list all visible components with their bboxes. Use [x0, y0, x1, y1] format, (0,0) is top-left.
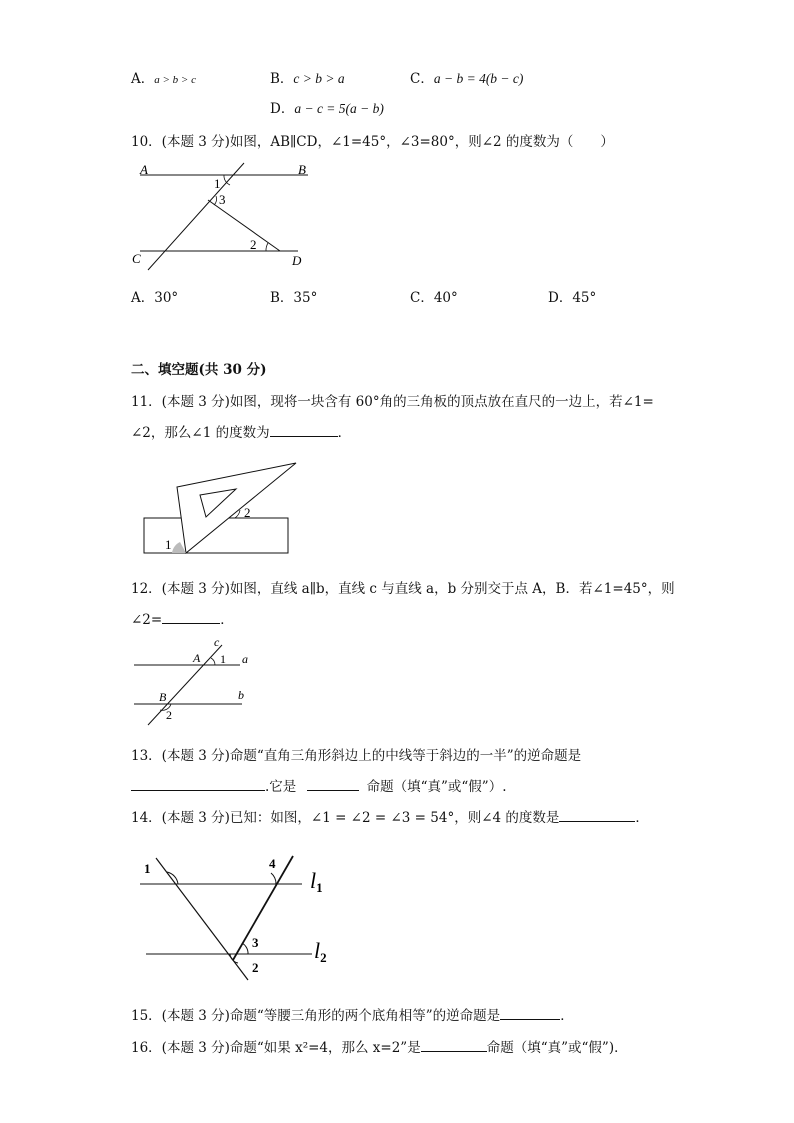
q11-line2: [131, 421, 351, 441]
q10-figure: [130, 160, 320, 270]
q11-text: ∠2，那么∠1 的度数为: [131, 425, 270, 441]
angle-3-label: 3: [219, 192, 226, 207]
q14-end: ．: [635, 810, 649, 826]
label-a: a: [242, 652, 248, 666]
q13-line1: 13．(本题 3 分)命题“直角三角形斜边上的中线等于斜边的一半”的逆命题是: [131, 748, 582, 764]
angle-1-label: 1: [214, 176, 221, 191]
q15-end: ．: [560, 1008, 574, 1024]
option-label: D．: [270, 101, 295, 117]
label-A: A: [140, 162, 148, 177]
angle-1-label: 1: [165, 537, 172, 552]
answer-blank: [162, 609, 220, 624]
angle-2-label: 2: [250, 237, 257, 252]
q14-stem: [131, 806, 649, 826]
angle-2-label: 2: [252, 960, 259, 975]
q13-mid: .它是: [265, 779, 297, 795]
q9-option-a: [131, 67, 196, 87]
q11-figure: [140, 460, 300, 556]
label-b: b: [238, 688, 244, 702]
label-point-A: A: [193, 651, 201, 665]
q9-option-d: [270, 97, 384, 117]
q16-stem: [131, 1036, 628, 1056]
q12-end: ．: [220, 612, 234, 628]
q15-stem: [131, 1004, 574, 1024]
option-text: a − c = 5(a − b): [294, 101, 384, 116]
option-label: B．: [270, 71, 294, 87]
option-label: C．: [410, 71, 434, 87]
option-text: a − b = 4(b − c): [433, 71, 524, 86]
q10-option-b: B．35°: [270, 290, 318, 306]
q9-option-b: [270, 67, 345, 87]
answer-blank: [421, 1037, 487, 1052]
q11-end: ．: [337, 425, 352, 441]
q14-text: 14．(本题 3 分)已知：如图，∠1 = ∠2 = ∠3 = 54°，则∠4 的度数是: [131, 810, 560, 826]
angle-2-label: 2: [244, 505, 251, 520]
q13-end: 命题（填“真”或“假”）.: [366, 779, 507, 795]
label-C: C: [132, 251, 141, 266]
q13-line2: [131, 775, 507, 795]
q9-option-c: [410, 67, 523, 87]
label-point-B: B: [159, 690, 167, 704]
q16-end: 命题（填“真”或“假”)．: [486, 1040, 628, 1056]
q12-line1: 12．(本题 3 分)如图，直线 a∥b，直线 c 与直线 a，b 分别交于点 A，B．若∠1=45°，则: [131, 581, 675, 597]
answer-blank: [131, 776, 265, 791]
q12-text: ∠2=: [131, 612, 163, 628]
q10-option-d: D．45°: [548, 290, 597, 306]
q10-option-a: A．30°: [131, 290, 179, 306]
line-l1-label: l1: [310, 868, 323, 895]
q15-text: 15．(本题 3 分)命题“等腰三角形的两个底角相等”的逆命题是: [131, 1008, 501, 1024]
label-B: B: [298, 162, 306, 177]
option-text: c > b > a: [293, 71, 345, 86]
answer-blank: [307, 776, 359, 791]
q12-figure: [130, 635, 270, 727]
q10-option-c: C．40°: [410, 290, 458, 306]
q11-line1: 11．(本题 3 分)如图，现将一块含有 60°角的三角板的顶点放在直尺的一边上，若∠1=: [131, 394, 654, 410]
angle-1-label: 1: [144, 861, 151, 876]
q10-stem: 10．(本题 3 分)如图，AB∥CD，∠1=45°，∠3=80°，则∠2 的度数为（ ）: [131, 134, 614, 150]
option-text: a > b > c: [154, 74, 196, 86]
angle-3-label: 3: [252, 935, 259, 950]
angle-2-label: 2: [166, 708, 172, 722]
q12-line2: [131, 608, 234, 628]
section-heading: 二、填空题(共 30 分): [131, 362, 267, 378]
label-D: D: [292, 253, 302, 268]
label-c: c: [214, 635, 220, 649]
answer-blank: [500, 1005, 560, 1020]
q14-figure: [138, 848, 338, 984]
answer-blank: [270, 422, 338, 437]
line-l2-label: l2: [314, 938, 327, 965]
option-label: A．: [131, 71, 155, 87]
angle-4-label: 4: [269, 856, 276, 871]
q16-text: 16．(本题 3 分)命题“如果 x²=4，那么 x=2”是: [131, 1040, 421, 1056]
angle-1-label: 1: [220, 652, 226, 666]
answer-blank: [559, 807, 635, 822]
